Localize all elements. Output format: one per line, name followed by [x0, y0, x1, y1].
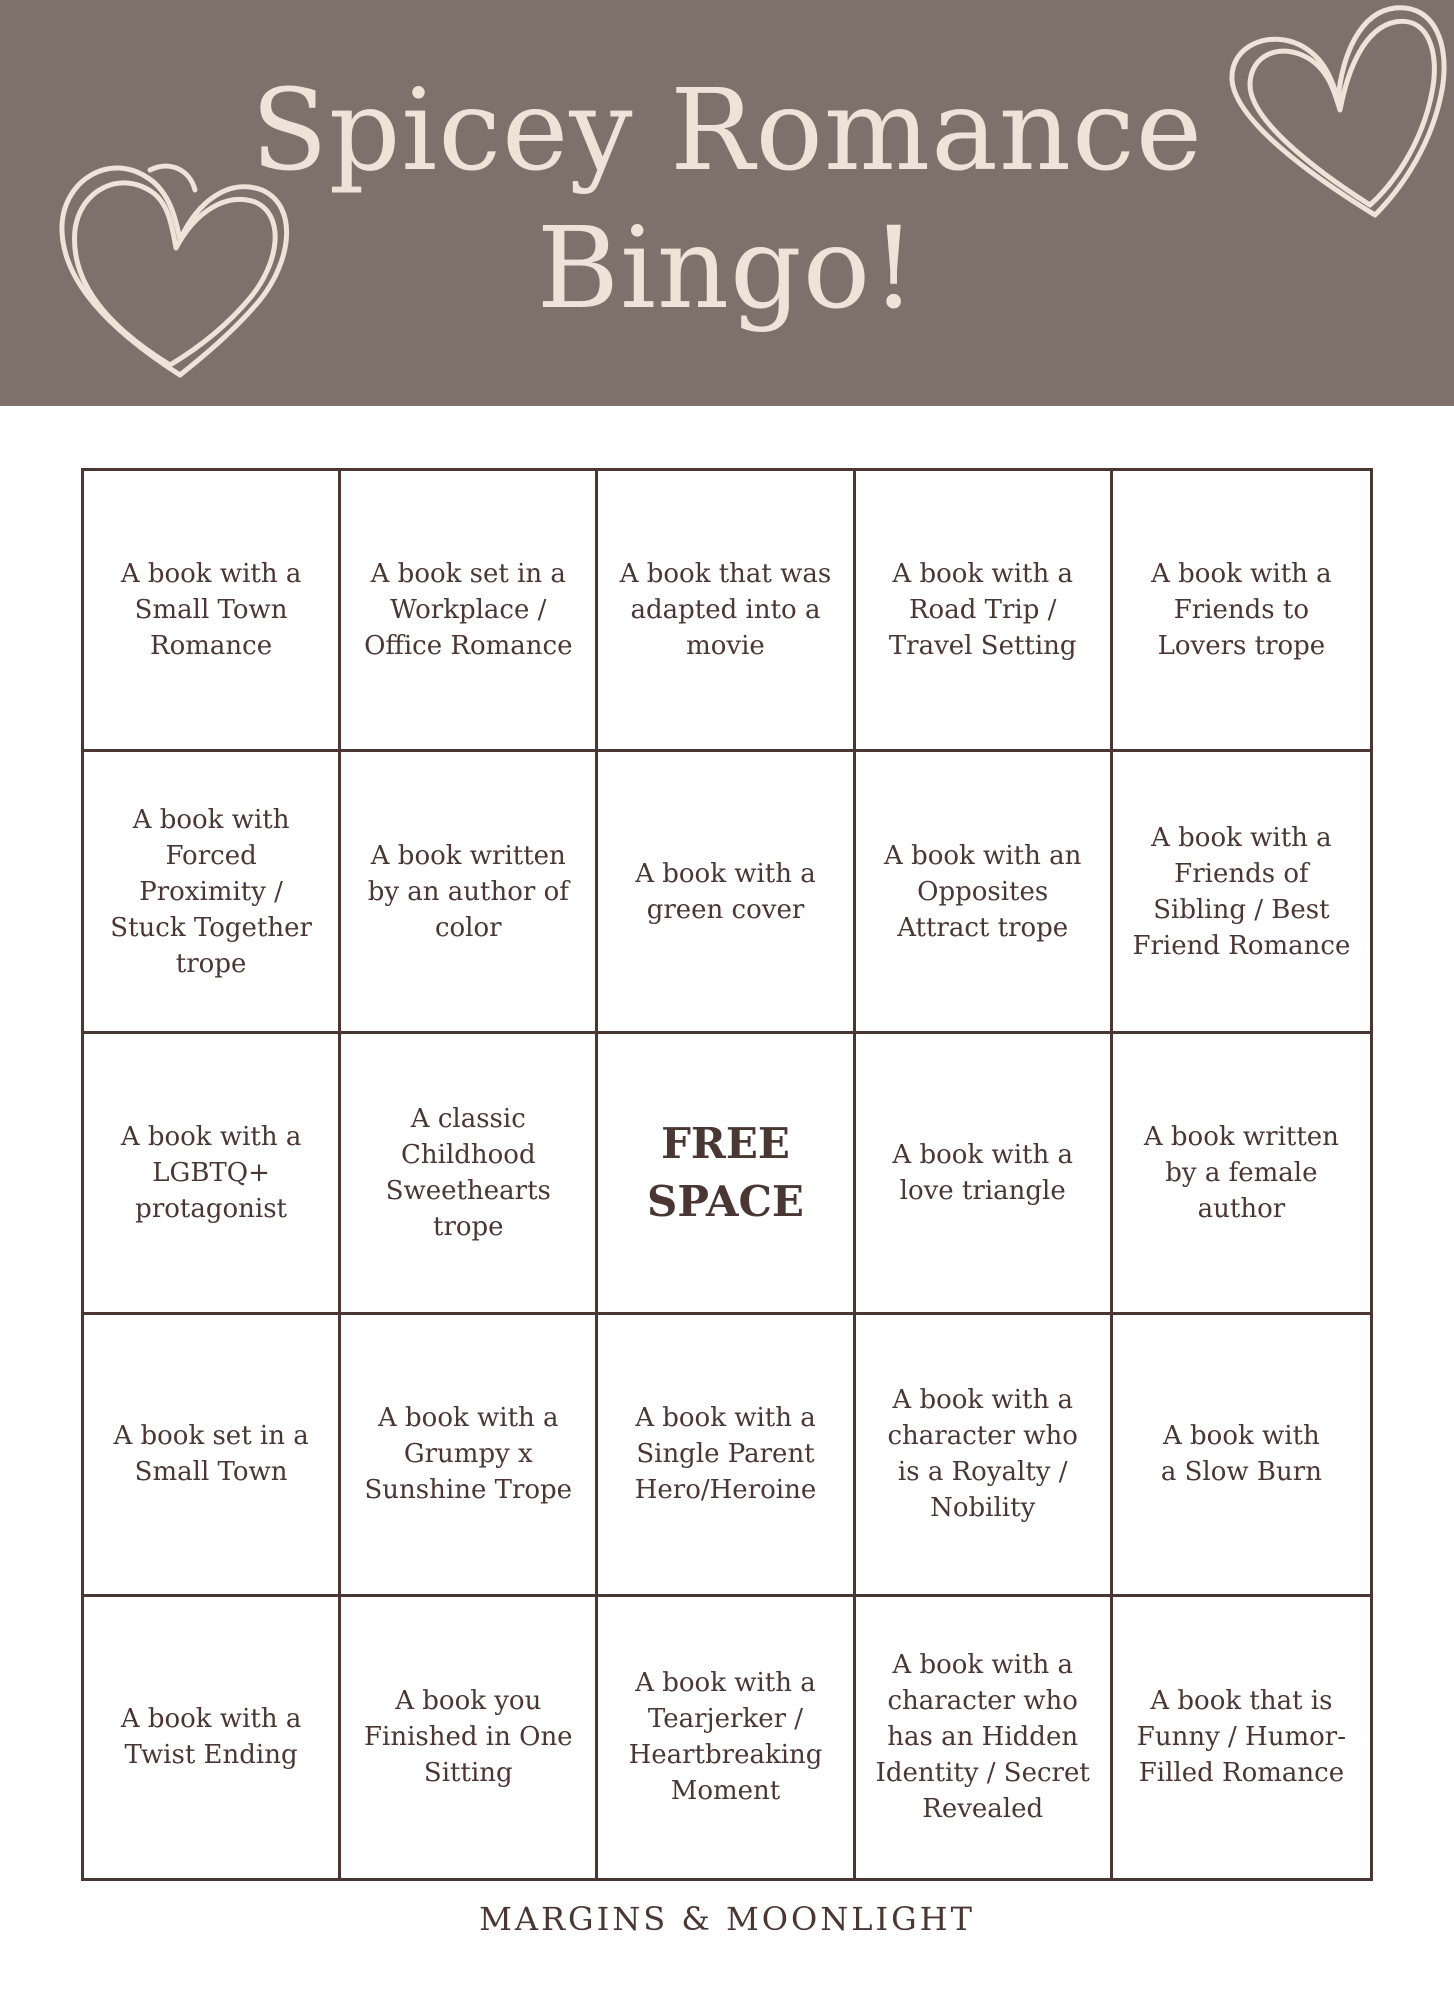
bingo-cell[interactable]: A book written by an author of color — [341, 752, 598, 1033]
brand-footer: MARGINS & MOONLIGHT — [479, 1900, 975, 1938]
title-line-2: Bingo! — [536, 204, 918, 334]
bingo-grid — [81, 468, 1373, 1881]
header-banner — [0, 0, 1454, 406]
bingo-cell[interactable]: A book with a Road Trip / Travel Setting — [856, 471, 1113, 752]
bingo-cell[interactable]: A book with a Single Parent Hero/Heroine — [598, 1315, 855, 1596]
bingo-cell[interactable]: A book with a LGBTQ+ protagonist — [84, 1034, 341, 1315]
bingo-cell[interactable]: A book with a Friends to Lovers trope — [1113, 471, 1370, 752]
bingo-cell[interactable]: A book with Forced Proximity / Stuck Together trope — [84, 752, 341, 1033]
bingo-cell[interactable]: A book with a character who has an Hidden Identity / Secret Revealed — [856, 1597, 1113, 1878]
bingo-cell[interactable]: A book with a Grumpy x Sunshine Trope — [341, 1315, 598, 1596]
bingo-cell[interactable]: A book with a character who is a Royalty / Nobility — [856, 1315, 1113, 1596]
bingo-cell[interactable]: A book with a Friends of Sibling / Best Friend Romance — [1113, 752, 1370, 1033]
bingo-cell[interactable]: A book with a Tearjerker / Heartbreaking Moment — [598, 1597, 855, 1878]
bingo-cell[interactable]: A book with a green cover — [598, 752, 855, 1033]
bingo-cell[interactable]: A book with an Opposites Attract trope — [856, 752, 1113, 1033]
bingo-cell[interactable]: A book you Finished in One Sitting — [341, 1597, 598, 1878]
bingo-cell[interactable]: A book with a Slow Burn — [1113, 1315, 1370, 1596]
title-line-1: Spicey Romance — [251, 66, 1203, 196]
bingo-cell[interactable]: A book that is Funny / Humor- Filled Romance — [1136, 1686, 1346, 1789]
bingo-cell[interactable]: A book written by a female author — [1113, 1034, 1370, 1315]
bingo-cell[interactable]: A book set in a Small Town — [84, 1315, 341, 1596]
free-space-cell[interactable]: FREE SPACE — [598, 1034, 855, 1315]
bingo-cell[interactable]: A book with a love triangle — [856, 1034, 1113, 1315]
bingo-cell[interactable]: A book that was adapted into a movie — [598, 471, 855, 752]
bingo-cell[interactable]: A book with a Twist Ending — [84, 1597, 341, 1878]
bingo-cell[interactable]: A classic Childhood Sweethearts trope — [341, 1034, 598, 1315]
bingo-cell[interactable]: A book set in a Workplace / Office Romance — [341, 471, 598, 752]
bingo-cell[interactable]: A book with a Small Town Romance — [84, 471, 341, 752]
page-title — [0, 62, 1454, 338]
